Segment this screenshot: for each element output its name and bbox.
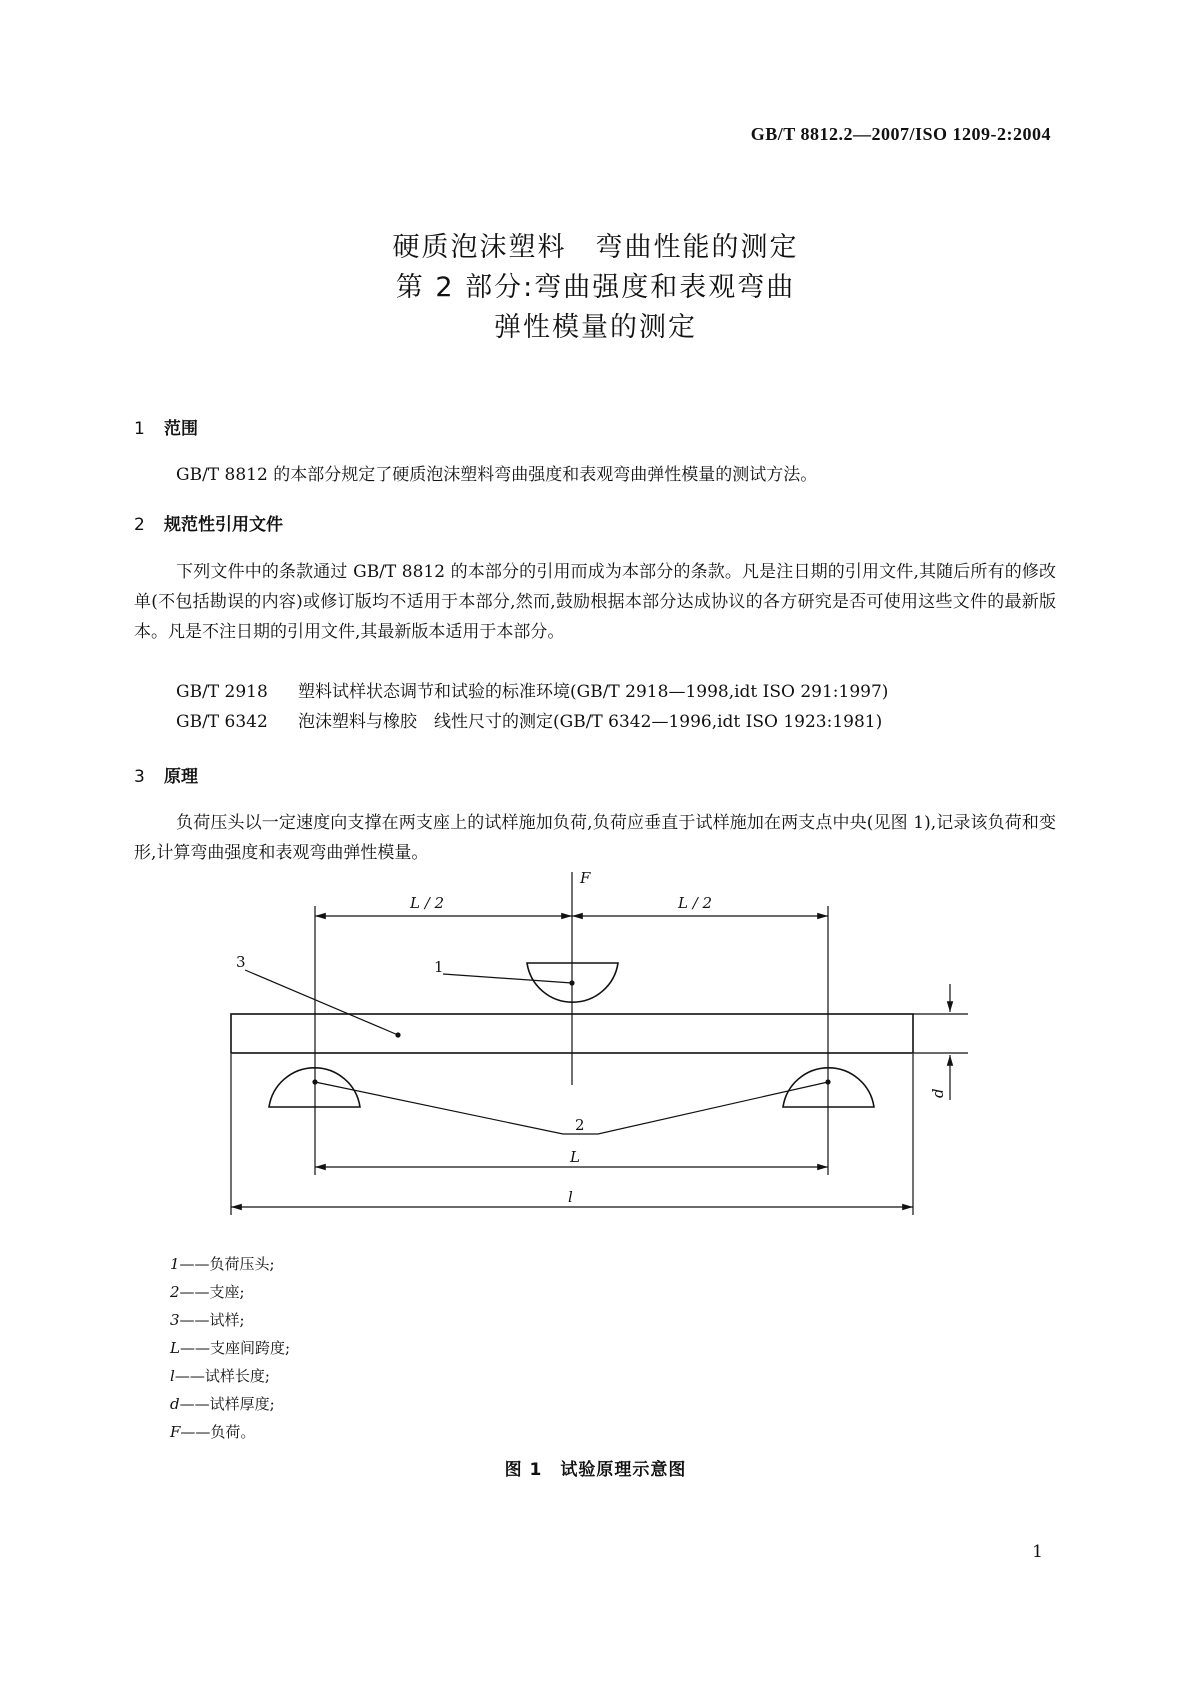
page-number: 1 [1032, 1542, 1043, 1562]
section-title: 规范性引用文件 [164, 515, 283, 535]
figure-caption: 图 1 试验原理示意图 [504, 1460, 687, 1480]
three-point-bending-diagram [0, 862, 1191, 1222]
section-2-heading [134, 510, 283, 535]
scope-text: GB/T 8812 的本部分规定了硬质泡沫塑料弯曲强度和表观弯曲弹性模量的测试方法。 [176, 465, 818, 485]
section-number: 2 [134, 515, 145, 535]
section-title: 范围 [164, 419, 198, 439]
title-line-3: 弹性模量的测定 [494, 312, 697, 343]
legend-item: 1——负荷压头; [170, 1255, 275, 1273]
title-line-1: 硬质泡沫塑料 弯曲性能的测定 [392, 232, 799, 263]
section-number: 3 [134, 767, 145, 787]
normative-paragraph [134, 557, 1056, 647]
legend-item: L——支座间跨度; [170, 1339, 291, 1357]
callout-3: 3 [236, 953, 246, 971]
length-label: l [568, 1188, 573, 1206]
document-title [0, 228, 1191, 348]
reference-code: GB/T 6342 [176, 712, 268, 732]
legend-item: l——试样长度; [170, 1367, 270, 1385]
principle-paragraph [134, 808, 1056, 868]
callout-1: 1 [434, 958, 444, 976]
reference-title: 泡沫塑料与橡胶 线性尺寸的测定(GB/T 6342—1996,idt ISO 1923:1981) [298, 712, 883, 732]
section-number: 1 [134, 419, 145, 439]
title-line-2: 第 2 部分:弯曲强度和表观弯曲 [395, 272, 796, 303]
reference-row [176, 707, 882, 737]
section-3-heading [134, 762, 198, 787]
figure-legend [170, 1250, 290, 1446]
legend-item: 2——支座; [170, 1283, 245, 1301]
normative-text: 下列文件中的条款通过 GB/T 8812 的本部分的引用而成为本部分的条款。凡是注日期的引用文件,其随后所有的修改单(不包括勘误的内容)或修订版均不适用于本部分,然而,鼓励根据本部分达成协议的各方研究是否可使用这些文件的最新版本。凡是不注日期的引用文件,其最新版本适用于本部分。 [134, 562, 1056, 642]
section-1-heading [134, 414, 198, 439]
half-span-label-right: L / 2 [678, 894, 713, 912]
standard-code-header: GB/T 8812.2—2007/ISO 1209-2:2004 [750, 124, 1051, 144]
legend-item: F——负荷。 [170, 1423, 256, 1441]
thickness-label: d [929, 1088, 947, 1098]
callout-2: 2 [575, 1116, 585, 1134]
half-span-label-left: L / 2 [410, 894, 445, 912]
section-title: 原理 [164, 767, 198, 787]
legend-item: 3——试样; [170, 1311, 245, 1329]
span-label: L [570, 1148, 580, 1166]
reference-code: GB/T 2918 [176, 682, 268, 702]
reference-row [176, 677, 888, 707]
reference-title: 塑料试样状态调节和试验的标准环境(GB/T 2918—1998,idt ISO 291:1997) [298, 682, 889, 702]
legend-item: d——试样厚度; [170, 1395, 275, 1413]
force-label: F [580, 869, 591, 887]
scope-paragraph [134, 460, 1056, 490]
principle-text: 负荷压头以一定速度向支撑在两支座上的试样施加负荷,负荷应垂直于试样施加在两支点中央(见图 1),记录该负荷和变形,计算弯曲强度和表观弯曲弹性模量。 [134, 813, 1056, 863]
